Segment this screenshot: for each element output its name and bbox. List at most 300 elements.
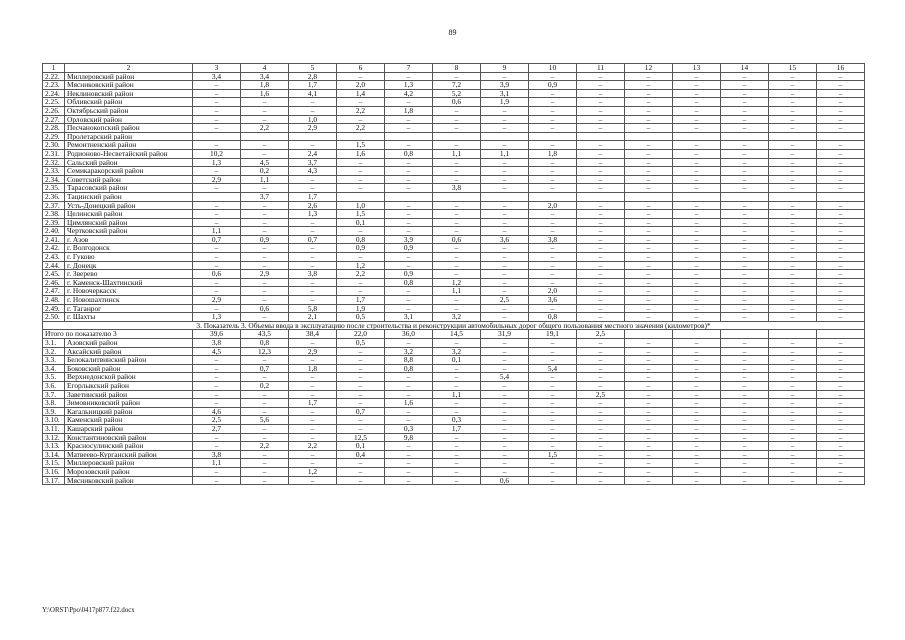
table-row xyxy=(43,98,865,107)
value-cell: – xyxy=(769,89,817,98)
value-cell: – xyxy=(721,313,769,322)
value-cell: 1,1 xyxy=(433,390,481,399)
value-cell: – xyxy=(337,72,385,81)
value-cell: – xyxy=(337,347,385,356)
value-cell: – xyxy=(577,115,625,124)
value-cell: – xyxy=(577,167,625,176)
value-cell: 0,8 xyxy=(385,149,433,158)
table-row xyxy=(43,201,865,210)
value-cell: – xyxy=(577,296,625,305)
value-cell xyxy=(241,132,289,141)
table-row xyxy=(43,381,865,390)
value-cell: – xyxy=(385,459,433,468)
row-name: Целинский район xyxy=(65,210,193,219)
value-cell: – xyxy=(577,381,625,390)
value-cell: – xyxy=(673,339,721,348)
value-cell: – xyxy=(577,424,625,433)
value-cell: – xyxy=(385,218,433,227)
value-cell: – xyxy=(769,459,817,468)
value-cell: – xyxy=(385,141,433,150)
value-cell: – xyxy=(481,433,529,442)
value-cell: – xyxy=(769,416,817,425)
value-cell: – xyxy=(625,158,673,167)
value-cell: 0,8 xyxy=(385,364,433,373)
value-cell: – xyxy=(721,373,769,382)
value-cell: – xyxy=(481,364,529,373)
value-cell: – xyxy=(577,356,625,365)
value-cell: – xyxy=(577,399,625,408)
value-cell: – xyxy=(625,313,673,322)
value-cell: 2,2 xyxy=(241,442,289,451)
value-cell: – xyxy=(193,373,241,382)
value-cell: – xyxy=(289,381,337,390)
value-cell: – xyxy=(529,218,577,227)
row-name: Неклиновский район xyxy=(65,89,193,98)
value-cell xyxy=(817,192,865,201)
value-cell: – xyxy=(385,390,433,399)
row-number: 3.6. xyxy=(43,381,65,390)
value-cell: 1,9 xyxy=(481,98,529,107)
value-cell: – xyxy=(625,253,673,262)
value-cell: – xyxy=(577,459,625,468)
table-row xyxy=(43,244,865,253)
value-cell: – xyxy=(625,261,673,270)
value-cell: – xyxy=(769,201,817,210)
value-cell: – xyxy=(817,89,865,98)
value-cell: – xyxy=(529,476,577,485)
value-cell: – xyxy=(193,278,241,287)
row-name: г. Шахты xyxy=(65,313,193,322)
row-name: Красносулинский район xyxy=(65,442,193,451)
value-cell: 2,5 xyxy=(193,416,241,425)
row-name: Тарасовский район xyxy=(65,184,193,193)
value-cell: 3,7 xyxy=(289,158,337,167)
value-cell: – xyxy=(673,106,721,115)
column-header: 11 xyxy=(577,64,625,73)
value-cell: – xyxy=(625,339,673,348)
value-cell: – xyxy=(721,167,769,176)
table-row xyxy=(43,347,865,356)
value-cell: – xyxy=(673,149,721,158)
value-cell: 2,6 xyxy=(289,201,337,210)
value-cell: – xyxy=(769,304,817,313)
value-cell: – xyxy=(577,227,625,236)
row-name: г. Гуково xyxy=(65,253,193,262)
table-row xyxy=(43,192,865,201)
value-cell: – xyxy=(433,467,481,476)
row-name: Морозовский район xyxy=(65,467,193,476)
value-cell: – xyxy=(193,210,241,219)
value-cell: – xyxy=(577,261,625,270)
row-number: 3.14. xyxy=(43,450,65,459)
row-number: 2.39. xyxy=(43,218,65,227)
table-row xyxy=(43,467,865,476)
value-cell: – xyxy=(817,201,865,210)
value-cell: – xyxy=(673,89,721,98)
column-header: 10 xyxy=(529,64,577,73)
value-cell: – xyxy=(337,167,385,176)
value-cell: – xyxy=(673,261,721,270)
value-cell: – xyxy=(241,244,289,253)
column-header: 13 xyxy=(673,64,721,73)
value-cell: – xyxy=(529,72,577,81)
value-cell: – xyxy=(241,210,289,219)
value-cell: – xyxy=(625,356,673,365)
value-cell: – xyxy=(721,184,769,193)
value-cell: – xyxy=(337,390,385,399)
value-cell: – xyxy=(625,210,673,219)
value-cell: – xyxy=(721,244,769,253)
table-row xyxy=(43,442,865,451)
value-cell: – xyxy=(337,424,385,433)
value-cell: – xyxy=(289,450,337,459)
row-number: 2.30. xyxy=(43,141,65,150)
value-cell: – xyxy=(625,287,673,296)
table-row xyxy=(43,218,865,227)
value-cell: – xyxy=(769,235,817,244)
value-cell: 0,8 xyxy=(385,278,433,287)
total-value: 31,9 xyxy=(481,330,529,339)
value-cell: – xyxy=(769,467,817,476)
value-cell: – xyxy=(481,278,529,287)
value-cell: – xyxy=(673,296,721,305)
value-cell: – xyxy=(433,296,481,305)
value-cell xyxy=(721,192,769,201)
value-cell: – xyxy=(625,476,673,485)
value-cell: – xyxy=(529,390,577,399)
value-cell: – xyxy=(289,416,337,425)
value-cell: – xyxy=(241,106,289,115)
row-number: 2.44. xyxy=(43,261,65,270)
value-cell: 1,9 xyxy=(337,304,385,313)
value-cell: – xyxy=(577,373,625,382)
value-cell: – xyxy=(385,467,433,476)
value-cell xyxy=(577,192,625,201)
table-row xyxy=(43,459,865,468)
row-name: Семикаракорский район xyxy=(65,167,193,176)
value-cell: – xyxy=(577,89,625,98)
value-cell: – xyxy=(289,141,337,150)
value-cell: – xyxy=(289,373,337,382)
value-cell: – xyxy=(433,364,481,373)
value-cell: – xyxy=(289,175,337,184)
value-cell: – xyxy=(721,261,769,270)
value-cell: – xyxy=(481,184,529,193)
value-cell: – xyxy=(577,81,625,90)
value-cell: – xyxy=(721,407,769,416)
row-name: Усть-Донецкий район xyxy=(65,201,193,210)
row-number: 3.2. xyxy=(43,347,65,356)
value-cell: – xyxy=(529,261,577,270)
value-cell: – xyxy=(769,253,817,262)
value-cell: 4,3 xyxy=(289,167,337,176)
value-cell: – xyxy=(721,270,769,279)
table-row xyxy=(43,132,865,141)
value-cell: – xyxy=(529,467,577,476)
value-cell: 3,8 xyxy=(289,270,337,279)
table-row xyxy=(43,72,865,81)
value-cell: – xyxy=(337,381,385,390)
value-cell: – xyxy=(481,167,529,176)
value-cell: – xyxy=(625,450,673,459)
table-row xyxy=(43,261,865,270)
value-cell: – xyxy=(673,278,721,287)
value-cell: – xyxy=(481,244,529,253)
value-cell: – xyxy=(481,347,529,356)
row-name: Чертковский район xyxy=(65,227,193,236)
value-cell: – xyxy=(721,356,769,365)
value-cell: – xyxy=(769,158,817,167)
row-name: Егорлыкский район xyxy=(65,381,193,390)
value-cell: – xyxy=(769,373,817,382)
value-cell: – xyxy=(529,124,577,133)
value-cell: – xyxy=(577,149,625,158)
value-cell: – xyxy=(289,278,337,287)
value-cell: – xyxy=(193,399,241,408)
value-cell: – xyxy=(721,450,769,459)
value-cell: – xyxy=(289,407,337,416)
value-cell: – xyxy=(529,373,577,382)
value-cell: 3,4 xyxy=(193,72,241,81)
row-name: Азовский район xyxy=(65,339,193,348)
value-cell: – xyxy=(481,201,529,210)
row-name: г. Каменск-Шахтинский xyxy=(65,278,193,287)
value-cell: – xyxy=(769,390,817,399)
row-number: 2.35. xyxy=(43,184,65,193)
value-cell: – xyxy=(817,296,865,305)
value-cell: 3,7 xyxy=(241,192,289,201)
value-cell: – xyxy=(817,304,865,313)
value-cell xyxy=(481,192,529,201)
value-cell: – xyxy=(577,364,625,373)
value-cell: – xyxy=(193,218,241,227)
row-number: 3.7. xyxy=(43,390,65,399)
column-header: 3 xyxy=(193,64,241,73)
value-cell: – xyxy=(721,218,769,227)
value-cell: – xyxy=(529,175,577,184)
value-cell: – xyxy=(721,390,769,399)
table-row xyxy=(43,141,865,150)
value-cell: – xyxy=(769,278,817,287)
row-number: 2.22. xyxy=(43,72,65,81)
value-cell: – xyxy=(481,416,529,425)
value-cell xyxy=(337,192,385,201)
table-row xyxy=(43,149,865,158)
value-cell: – xyxy=(817,450,865,459)
value-cell: – xyxy=(673,364,721,373)
value-cell: – xyxy=(241,424,289,433)
value-cell: – xyxy=(721,442,769,451)
value-cell: – xyxy=(673,390,721,399)
value-cell: – xyxy=(817,339,865,348)
table-row xyxy=(43,278,865,287)
value-cell: – xyxy=(769,244,817,253)
value-cell: – xyxy=(625,424,673,433)
value-cell: – xyxy=(625,296,673,305)
value-cell: 0,9 xyxy=(385,244,433,253)
value-cell: – xyxy=(721,158,769,167)
value-cell: 4,5 xyxy=(193,347,241,356)
value-cell: – xyxy=(673,459,721,468)
value-cell: – xyxy=(433,141,481,150)
value-cell: – xyxy=(817,106,865,115)
value-cell: – xyxy=(481,141,529,150)
value-cell: – xyxy=(577,218,625,227)
value-cell xyxy=(385,132,433,141)
value-cell: – xyxy=(433,201,481,210)
value-cell: – xyxy=(481,356,529,365)
table-row xyxy=(43,424,865,433)
column-header: 12 xyxy=(625,64,673,73)
value-cell: – xyxy=(673,218,721,227)
value-cell xyxy=(481,132,529,141)
value-cell: – xyxy=(673,244,721,253)
value-cell: – xyxy=(385,175,433,184)
value-cell: 2,9 xyxy=(193,296,241,305)
value-cell: – xyxy=(481,158,529,167)
value-cell: 2,0 xyxy=(529,201,577,210)
value-cell: – xyxy=(385,304,433,313)
value-cell: 2,0 xyxy=(337,81,385,90)
value-cell: 0,3 xyxy=(433,416,481,425)
row-name: Пролетарский район xyxy=(65,132,193,141)
value-cell: – xyxy=(385,296,433,305)
value-cell: – xyxy=(289,390,337,399)
column-header: 2 xyxy=(65,64,193,73)
value-cell: – xyxy=(529,210,577,219)
value-cell: – xyxy=(385,227,433,236)
value-cell: – xyxy=(721,210,769,219)
value-cell: – xyxy=(385,210,433,219)
value-cell: – xyxy=(673,235,721,244)
value-cell: – xyxy=(625,381,673,390)
value-cell: 1,2 xyxy=(337,261,385,270)
value-cell: 0,8 xyxy=(337,235,385,244)
row-number: 2.25. xyxy=(43,98,65,107)
value-cell: – xyxy=(433,244,481,253)
value-cell: – xyxy=(529,141,577,150)
value-cell: – xyxy=(385,287,433,296)
value-cell: 1,7 xyxy=(289,81,337,90)
table-row xyxy=(43,296,865,305)
value-cell: – xyxy=(625,235,673,244)
value-cell: – xyxy=(625,149,673,158)
value-cell: – xyxy=(481,227,529,236)
value-cell xyxy=(529,132,577,141)
value-cell: – xyxy=(337,175,385,184)
value-cell: – xyxy=(769,381,817,390)
table-row xyxy=(43,89,865,98)
value-cell: 1,5 xyxy=(337,141,385,150)
value-cell: – xyxy=(529,167,577,176)
value-cell: – xyxy=(241,141,289,150)
total-value xyxy=(769,330,817,339)
value-cell: – xyxy=(385,72,433,81)
value-cell: 1,1 xyxy=(433,287,481,296)
value-cell: – xyxy=(673,373,721,382)
value-cell: – xyxy=(721,416,769,425)
value-cell: – xyxy=(529,278,577,287)
row-number: 3.12. xyxy=(43,433,65,442)
value-cell: – xyxy=(817,210,865,219)
value-cell: – xyxy=(817,433,865,442)
value-cell: – xyxy=(385,373,433,382)
value-cell: – xyxy=(241,149,289,158)
value-cell: – xyxy=(625,141,673,150)
value-cell: 2,5 xyxy=(481,296,529,305)
value-cell xyxy=(193,192,241,201)
value-cell: – xyxy=(721,399,769,408)
value-cell: – xyxy=(529,253,577,262)
value-cell: – xyxy=(481,407,529,416)
value-cell: – xyxy=(673,304,721,313)
value-cell: 1,5 xyxy=(529,450,577,459)
value-cell: – xyxy=(673,381,721,390)
value-cell: 9,8 xyxy=(385,433,433,442)
row-number: 2.49. xyxy=(43,304,65,313)
value-cell: 1,3 xyxy=(289,210,337,219)
value-cell: – xyxy=(385,115,433,124)
value-cell: – xyxy=(289,459,337,468)
value-cell: – xyxy=(721,381,769,390)
value-cell: – xyxy=(721,115,769,124)
value-cell: 1,8 xyxy=(241,81,289,90)
value-cell: 3,8 xyxy=(529,235,577,244)
table-row xyxy=(43,210,865,219)
value-cell: 1,4 xyxy=(337,89,385,98)
table-row xyxy=(43,270,865,279)
value-cell: – xyxy=(193,364,241,373)
value-cell: – xyxy=(577,347,625,356)
value-cell: – xyxy=(625,115,673,124)
value-cell: – xyxy=(673,72,721,81)
value-cell: – xyxy=(289,261,337,270)
value-cell: – xyxy=(673,424,721,433)
value-cell xyxy=(817,132,865,141)
row-name: Мясниковский район xyxy=(65,476,193,485)
row-number: 2.43. xyxy=(43,253,65,262)
value-cell: – xyxy=(337,98,385,107)
value-cell: 1,3 xyxy=(385,81,433,90)
value-cell: – xyxy=(289,184,337,193)
value-cell: – xyxy=(193,381,241,390)
value-cell: – xyxy=(625,218,673,227)
value-cell: – xyxy=(721,124,769,133)
value-cell: 3,8 xyxy=(193,339,241,348)
table-row xyxy=(43,175,865,184)
value-cell: – xyxy=(817,149,865,158)
value-cell: – xyxy=(721,227,769,236)
value-cell: – xyxy=(673,184,721,193)
row-name: Родионово-Несветайский район xyxy=(65,149,193,158)
value-cell: – xyxy=(385,253,433,262)
row-name: Кашарский район xyxy=(65,424,193,433)
value-cell: – xyxy=(625,416,673,425)
value-cell: – xyxy=(241,433,289,442)
value-cell: – xyxy=(241,467,289,476)
value-cell: – xyxy=(673,356,721,365)
value-cell: – xyxy=(193,115,241,124)
value-cell: – xyxy=(289,106,337,115)
value-cell: – xyxy=(337,459,385,468)
value-cell: 3,2 xyxy=(385,347,433,356)
row-number: 3.15. xyxy=(43,459,65,468)
value-cell: 1,6 xyxy=(385,399,433,408)
value-cell: – xyxy=(577,467,625,476)
value-cell: – xyxy=(817,313,865,322)
value-cell: – xyxy=(625,373,673,382)
value-cell: – xyxy=(193,184,241,193)
